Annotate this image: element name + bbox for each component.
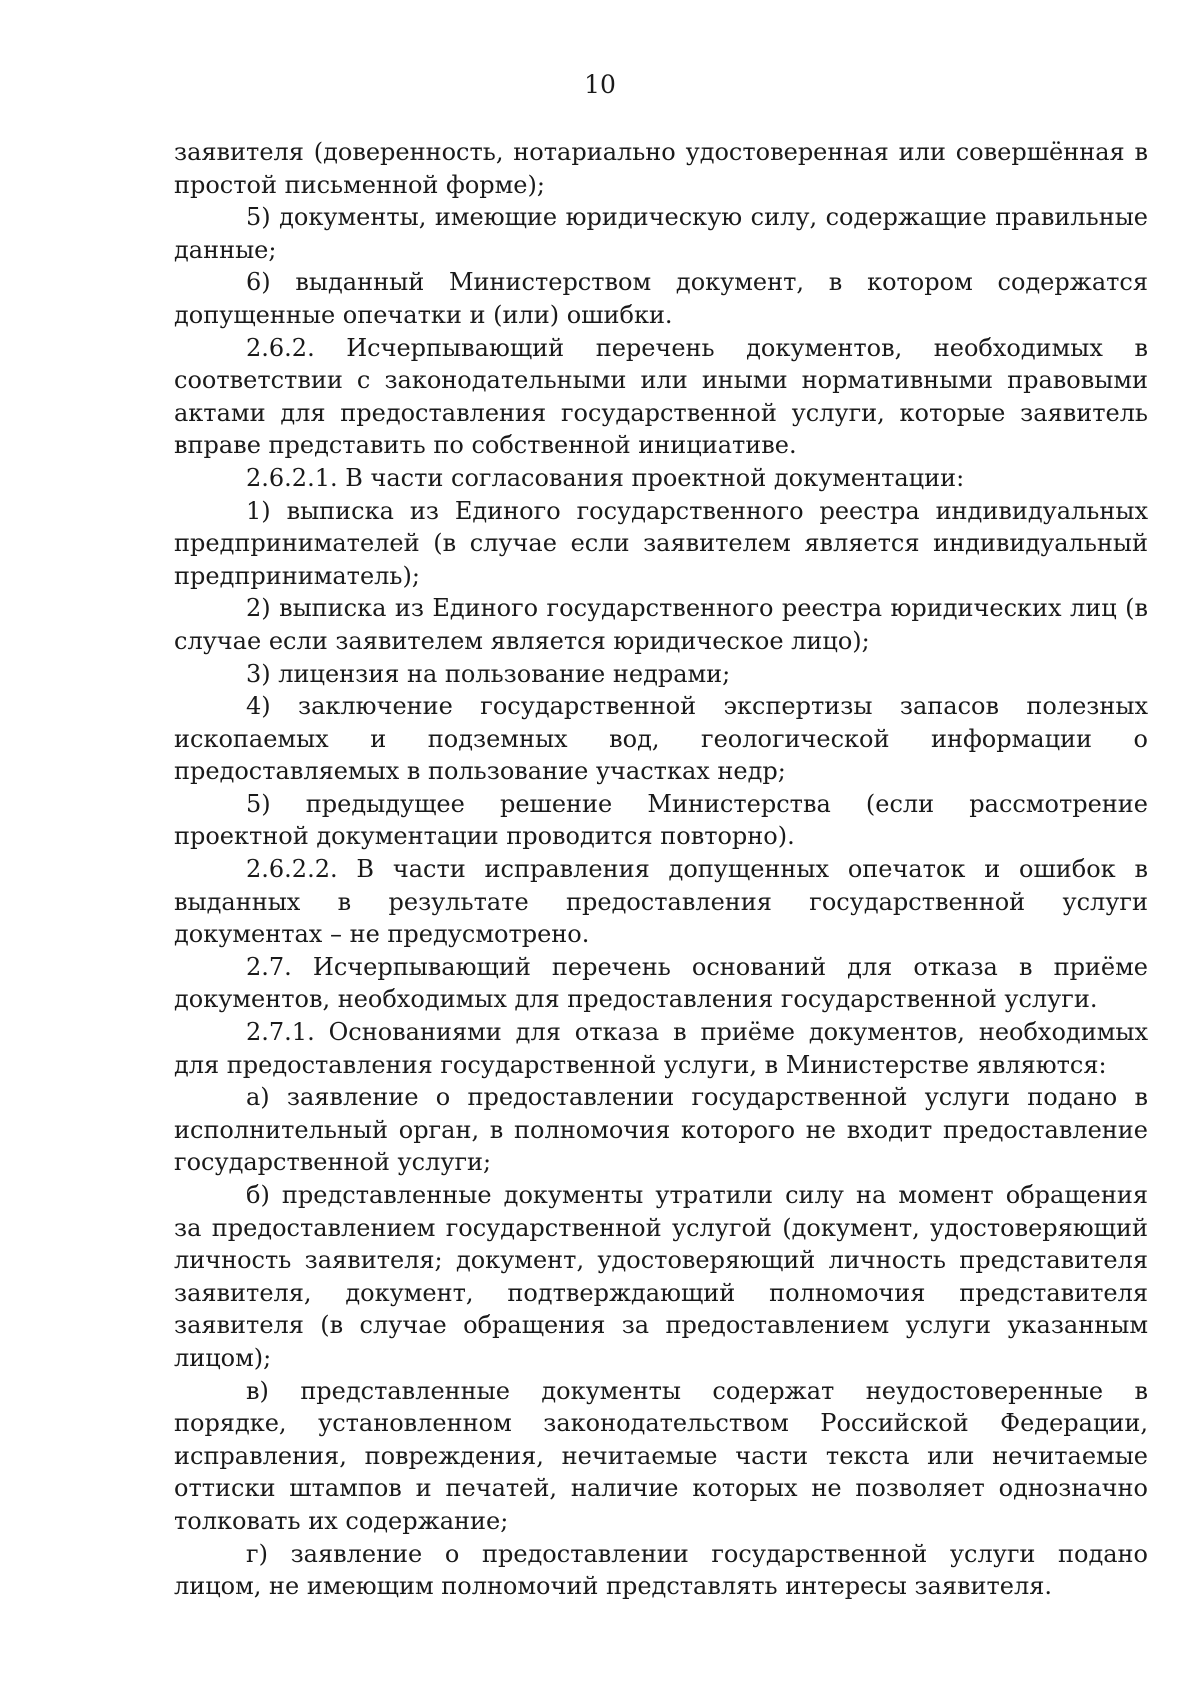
paragraph-item-3: 3) лицензия на пользование недрами;: [246, 659, 731, 688]
paragraph-section-2-6-2-1: 2.6.2.1. В части согласования проектной документации:: [246, 463, 965, 492]
paragraph-continuation: заявителя (доверенность, нотариально удостоверенная или совершённая в простой письменной форме);: [174, 138, 1148, 199]
paragraph-item-2: 2) выписка из Единого государственного реестра юридических лиц (в случае если заявителем является юридическое лицо);: [174, 594, 1148, 655]
paragraph-section-2-7: 2.7. Исчерпывающий перечень оснований для отказа в приёме документов, необходимых для предоставления государственной услуги.: [174, 952, 1148, 1014]
paragraph-item-5: 5) документы, имеющие юридическую силу, содержащие правильные данные;: [174, 203, 1148, 264]
page-number: 10: [584, 70, 616, 99]
document-body: [174, 136, 1148, 1603]
paragraph-item-1: 1) выписка из Единого государственного реестра индивидуальных предпринимателей (в случае если заявителем является индивидуальный предприниматель);: [174, 496, 1148, 590]
paragraph-item-6: 6) выданный Министерством документ, в котором содержатся допущенные опечатки и (или) ошибки.: [174, 268, 1148, 329]
paragraph-item-v: в) представленные документы содержат неудостоверенные в порядке, установленном законодательством Российской Федерации, исправления, повреждения, нечитаемые части текста или нечитаемые оттиски штампов и печатей, наличие которых не позволяет однозначно толковать их содержание;: [174, 1376, 1148, 1535]
paragraph-item-b: б) представленные документы утратили силу на момент обращения за предоставлением государственной услугой (документ, удостоверяющий личность заявителя; документ, удостоверяющий личность представителя заявителя, документ, подтверждающий полномочия представителя заявителя (в случае обращения за предоставлением услуги указанным лицом);: [174, 1181, 1148, 1372]
paragraph-section-2-6-2-2: 2.6.2.2. В части исправления допущенных опечаток и ошибок в выданных в результате предоставления государственной услуги документах – не предусмотрено.: [174, 855, 1148, 949]
paragraph-item-g: г) заявление о предоставлении государственной услуги подано лицом, не имеющим полномочий представлять интересы заявителя.: [174, 1539, 1148, 1601]
paragraph-section-2-7-1: 2.7.1. Основаниями для отказа в приёме документов, необходимых для предоставления государственной услуги, в Министерстве являются:: [174, 1018, 1148, 1079]
paragraph-item-a: а) заявление о предоставлении государственной услуги подано в исполнительный орган, в полномочия которого не входит предоставление государственной услуги;: [174, 1083, 1148, 1177]
paragraph-item-4: 4) заключение государственной экспертизы запасов полезных ископаемых и подземных вод, геологической информации о предоставляемых в пользование участках недр;: [174, 692, 1148, 786]
paragraph-item-5b: 5) предыдущее решение Министерства (если рассмотрение проектной документации проводится повторно).: [174, 789, 1148, 851]
paragraph-section-2-6-2: 2.6.2. Исчерпывающий перечень документов, необходимых в соответствии с законодательными или иными нормативными правовыми актами для предоставления государственной услуги, которые заявитель вправе представить по собственной инициативе.: [174, 333, 1148, 460]
